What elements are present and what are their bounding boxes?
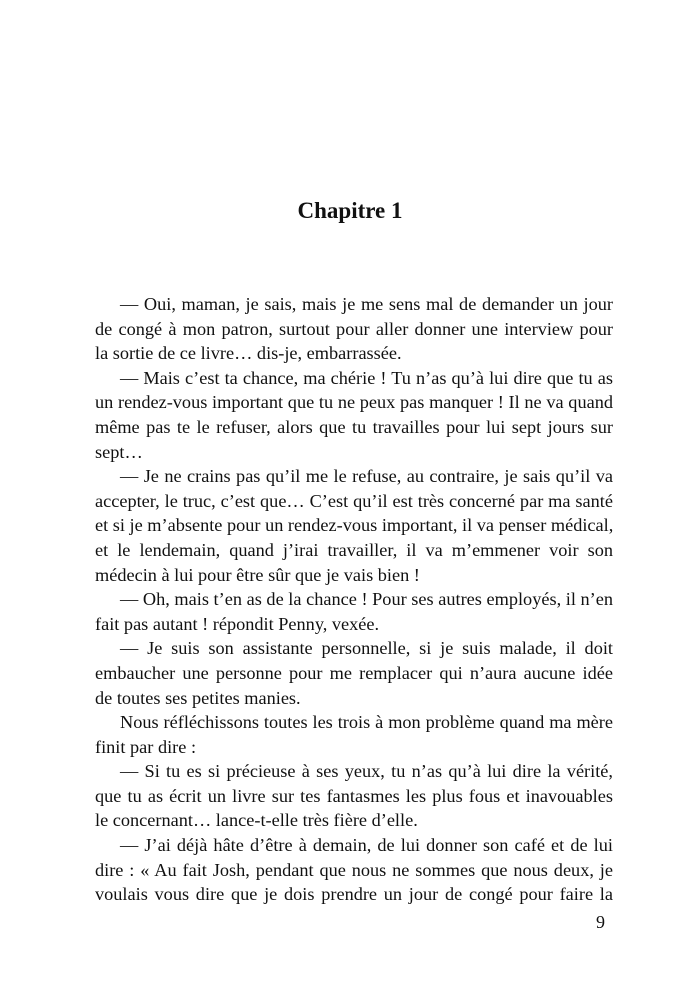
- text-line: que tu as écrit un livre sur tes fantasmes les plus fous et inavouables: [95, 785, 613, 806]
- text-line: — Oh, mais t’en as de la chance ! Pour ses autres employés, il n’en: [120, 589, 613, 610]
- text-line: le concernant… lance-t-elle très fière d’elle.: [95, 810, 418, 831]
- page-number: 9: [596, 912, 605, 932]
- text-line: même pas te le refuser, alors que tu travailles pour lui sept jours sur: [95, 416, 613, 437]
- paragraph: [95, 833, 613, 907]
- paragraph: [95, 636, 613, 710]
- text-line: Nous réfléchissons toutes les trois à mon problème quand ma mère: [120, 712, 613, 733]
- text-line: — Je suis son assistante personnelle, si je suis malade, il doit: [120, 638, 613, 659]
- text-line: de congé à mon patron, surtout pour aller donner une interview pour: [95, 318, 613, 339]
- text-line: finit par dire :: [95, 736, 197, 757]
- text-line: — Oui, maman, je sais, mais je me sens mal de demander un jour: [120, 294, 613, 314]
- text-line: et le lendemain, quand j’irai travailler, il va m’emmener voir son: [95, 539, 613, 560]
- text-line: un rendez-vous important que tu ne peux pas manquer ! Il ne va quand: [95, 392, 613, 413]
- text-line: — J’ai déjà hâte d’être à demain, de lui donner son café et de lui: [120, 835, 613, 856]
- text-line: — Mais c’est ta chance, ma chérie ! Tu n’as qu’à lui dire que tu as: [120, 367, 613, 388]
- chapter-title: Chapitre 1: [297, 198, 403, 223]
- text-line: sept…: [95, 441, 143, 462]
- text-line: — Je ne crains pas qu’il me le refuse, au contraire, je sais qu’il va: [120, 466, 613, 487]
- body-text: [95, 292, 613, 907]
- text-line: médecin à lui pour être sûr que je vais bien !: [95, 564, 420, 585]
- text-line: fait pas autant ! répondit Penny, vexée.: [95, 613, 380, 634]
- paragraph: [95, 366, 613, 464]
- text-line: voulais vous dire que je dois prendre un jour de congé pour faire la: [95, 884, 613, 905]
- text-line: accepter, le truc, c’est que… C’est qu’il est très concerné par ma santé: [95, 490, 613, 511]
- paragraph: [95, 587, 613, 636]
- text-line: la sortie de ce livre… dis-je, embarrassée.: [95, 343, 402, 364]
- text-line: et si je m’absente pour un rendez-vous important, il va penser médical,: [95, 515, 614, 536]
- paragraph: [95, 292, 613, 366]
- paragraph: [95, 710, 613, 759]
- text-line: — Si tu es si précieuse à ses yeux, tu n’as qu’à lui dire la vérité,: [120, 761, 613, 782]
- paragraph: [95, 759, 613, 833]
- paragraph: [95, 464, 613, 587]
- text-line: embaucher une personne pour me remplacer qui n’aura aucune idée: [95, 662, 613, 683]
- text-line: dire : « Au fait Josh, pendant que nous ne sommes que nous deux, je: [95, 859, 613, 880]
- text-line: de toutes ses petites manies.: [95, 687, 301, 708]
